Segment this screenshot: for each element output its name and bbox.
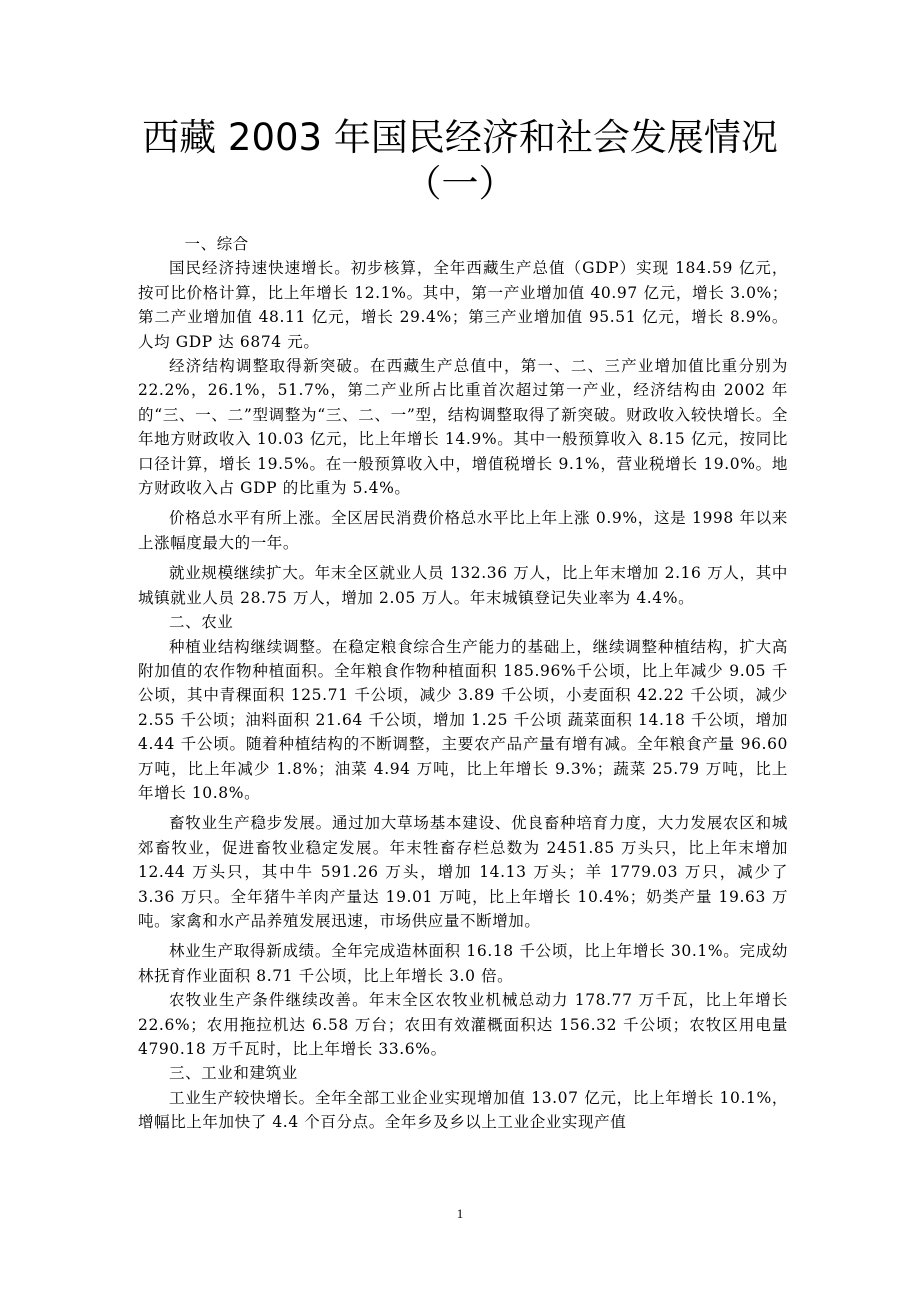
paragraph-forestry: 林业生产取得新成绩。全年完成造林面积 16.18 千公顷，比上年增长 30.1%。完成幼林抚育作业面积 8.71 千公顷，比上年增长 3.0 倍。 bbox=[138, 942, 788, 985]
paragraph-employment: 就业规模继续扩大。年末全区就业人员 132.36 万人，比上年末增加 2.16 万人，其中城镇就业人员 28.75 万人，增加 2.05 万人。年末城镇登记失业率为 4.4%。 bbox=[138, 564, 788, 607]
document-body bbox=[138, 232, 788, 1135]
paragraph-industry: 工业生产较快增长。全年全部工业企业实现增加值 13.07 亿元，比上年增长 10.1%，增幅比上年加快了 4.4 个百分点。全年乡及乡以上工业企业实现产值 bbox=[138, 1088, 788, 1132]
document-subtitle: （一） bbox=[404, 162, 516, 205]
paragraph-livestock: 畜牧业生产稳步发展。通过加大草场基本建设、优良畜种培育力度，大力发展农区和城郊畜牧业，促进畜牧业稳定发展。年末牲畜存栏总数为 2451.85 万头只，比上年末增加 12.44 万头只，其中牛 591.26 万头，增加 14.13 万头；羊 1779.03 万只，减少了 3.36 万只。全年猪牛羊肉产量达 19.01 万吨，比上年增长 10.4%；奶类产量 19.63 万吨。家禽和水产品养殖发展迅速，市场供应量不断增加。 bbox=[138, 814, 788, 930]
section-heading-general: 一、综合 bbox=[184, 235, 249, 253]
document-title: 西藏 2003 年国民经济和社会发展情况 bbox=[142, 116, 778, 159]
section-heading-industry: 三、工业和建筑业 bbox=[169, 1064, 298, 1083]
section-heading-agriculture: 二、农业 bbox=[169, 613, 234, 632]
paragraph-structure: 经济结构调整取得新突破。在西藏生产总值中，第一、二、三产业增加值比重分别为 22.2%，26.1%，51.7%，第二产业所占比重首次超过第一产业，经济结构由 2002 年的“三、一、二”型调整为“三、二、一”型，结构调整取得了新突破。财政收入较快增长。全年地方财政收入 10.03 亿元，比上年增长 14.9%。其中一般预算收入 8.15 亿元，按同比口径计算，增长 19.5%。在一般预算收入中，增值税增长 9.1%，营业税增长 19.0%。地方财政收入占 GDP 的比重为 5.4%。 bbox=[138, 357, 788, 498]
page-number: 1 bbox=[456, 1206, 464, 1221]
paragraph-prices: 价格总水平有所上涨。全区居民消费价格总水平比上年上涨 0.9%，这是 1998 年以来上涨幅度最大的一年。 bbox=[138, 509, 788, 552]
paragraph-gdp: 国民经济持速快速增长。初步核算，全年西藏生产总值（GDP）实现 184.59 亿元，按可比价格计算，比上年增长 12.1%。其中，第一产业增加值 40.97 亿元，增长 3.0%；第二产业增加值 48.11 亿元，增长 29.4%；第三产业增加值 95.51 亿元，增长 8.9%。人均 GDP 达 6874 元。 bbox=[138, 259, 788, 351]
paragraph-planting: 种植业结构继续调整。在稳定粮食综合生产能力的基础上，继续调整种植结构，扩大高附加值的农作物种植面积。全年粮食作物种植面积 185.96%千公顷，比上年减少 9.05 千公顷，其中青稞面积 125.71 千公顷，减少 3.89 千公顷，小麦面积 42.22 千公顷，减少 2.55 千公顷；油料面积 21.64 千公顷，增加 1.25 千公顷 蔬菜面积 14.18 千公顷，增加 4.44 千公顷。随着种植结构的不断调整，主要农产品产量有增有减。全年粮食产量 96.60 万吨，比上年减少 1.8%；油菜 4.94 万吨，比上年增长 9.3%；蔬菜 25.79 万吨，比上年增长 10.8%。 bbox=[138, 637, 788, 802]
paragraph-conditions: 农牧业生产条件继续改善。年末全区农牧业机械总动力 178.77 万千瓦，比上年增长 22.6%；农用拖拉机达 6.58 万台；农田有效灌概面积达 156.32 千公顷；农牧区用电量 4790.18 万千瓦时，比上年增长 33.6%。 bbox=[138, 991, 788, 1058]
